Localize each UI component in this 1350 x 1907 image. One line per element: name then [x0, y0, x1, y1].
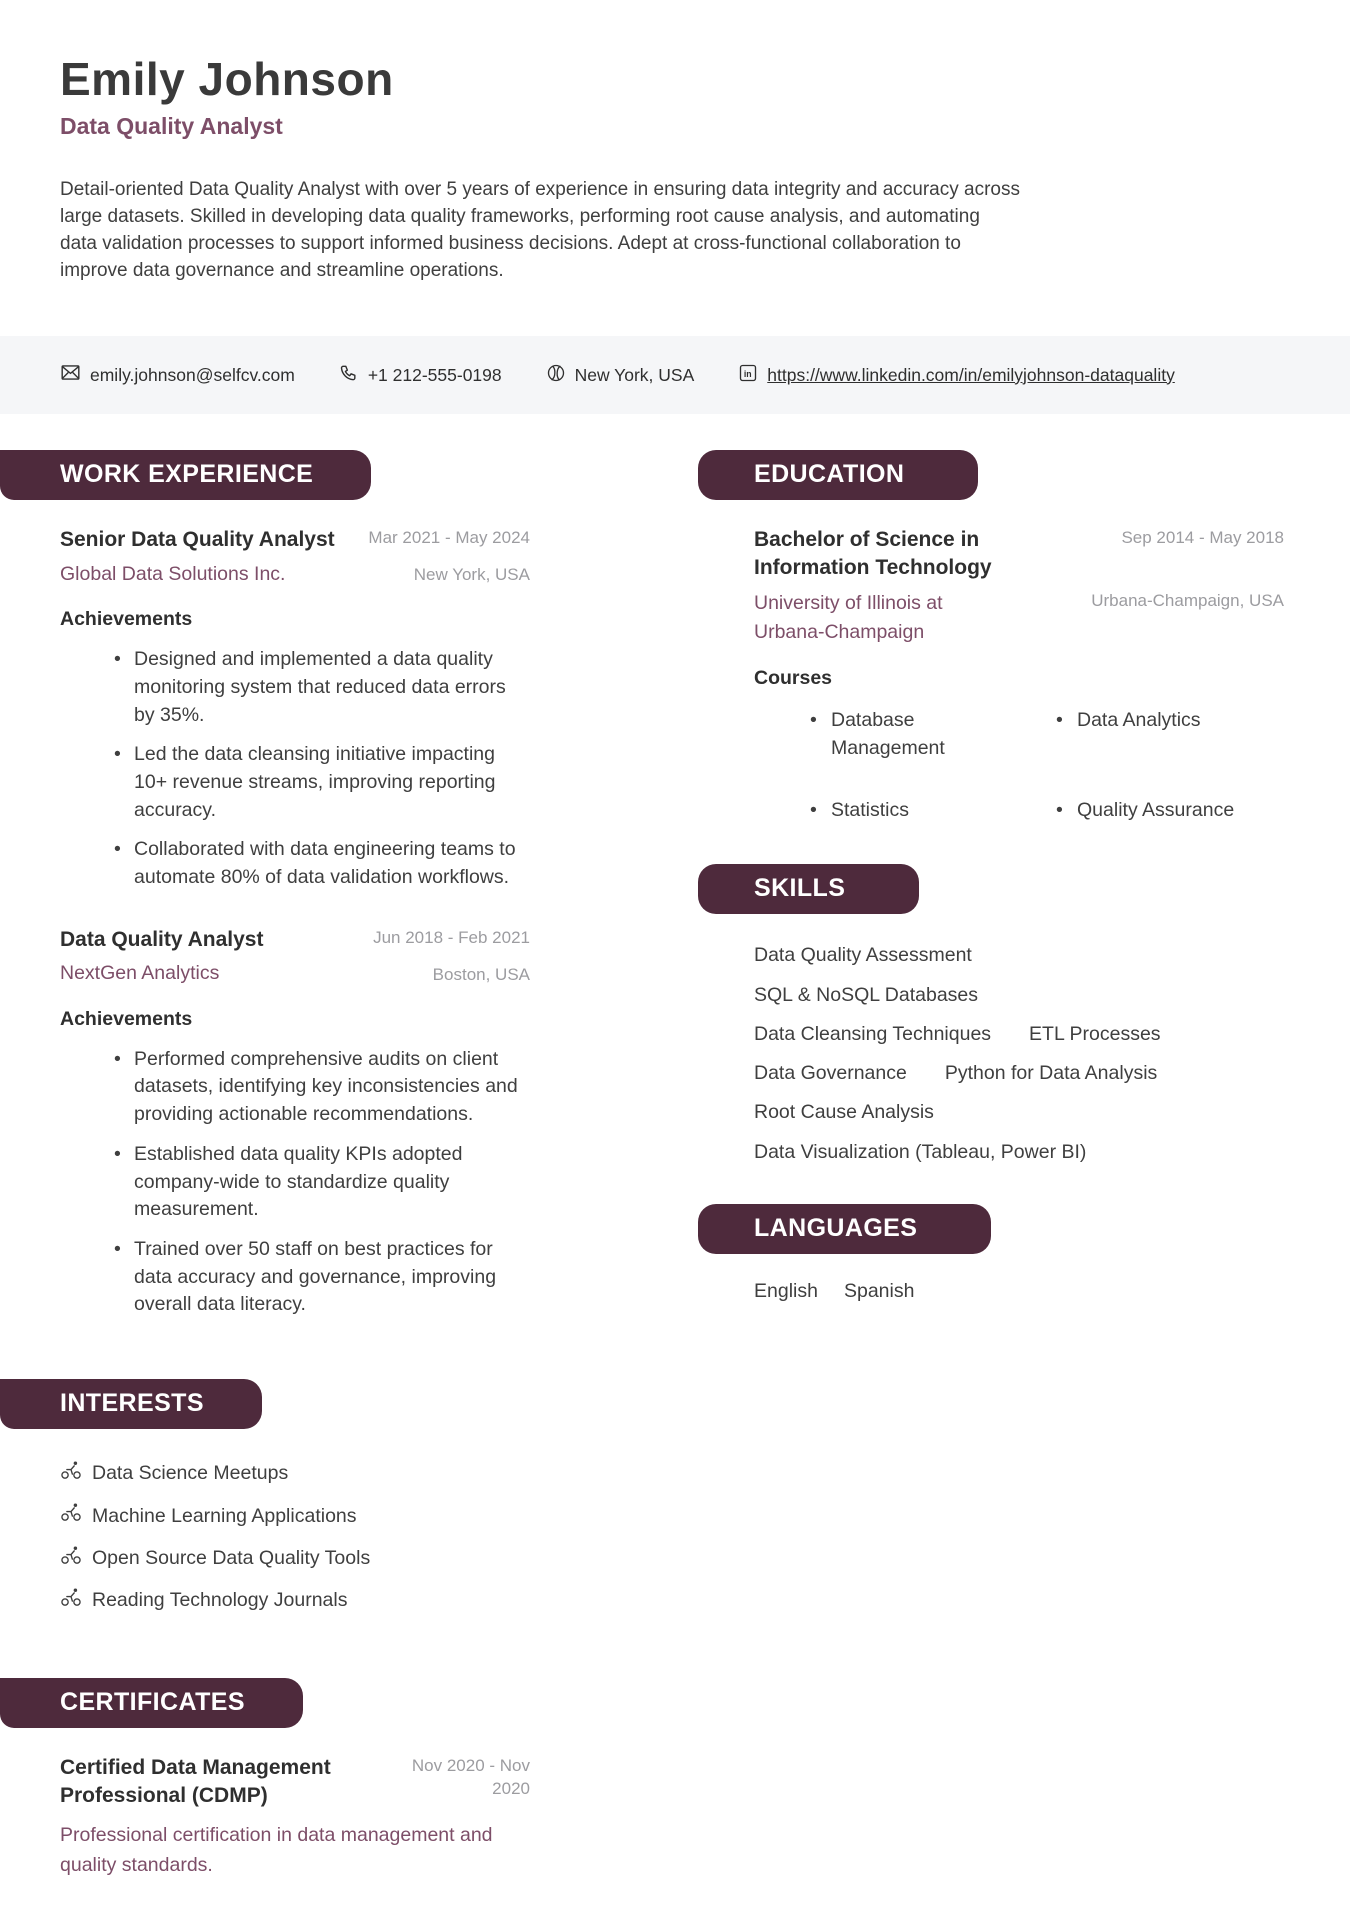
- skill-item: Data Quality Assessment: [754, 944, 972, 967]
- interest-item: [60, 1544, 530, 1574]
- cyclist-icon: [60, 1544, 82, 1574]
- section-languages: [698, 1204, 1284, 1303]
- job-role: Senior Data Quality Analyst: [60, 528, 335, 552]
- certificate-name: Certified Data Management Professional (CDMP): [60, 1756, 331, 1807]
- course-list: [754, 707, 1284, 824]
- skills-heading: SKILLS: [698, 864, 919, 914]
- interest-item: [60, 1459, 530, 1489]
- contact-location-text: New York, USA: [574, 364, 695, 385]
- interest-item: [60, 1501, 530, 1531]
- achievement-item: • Led the data cleansing initiative impacting 10+ revenue streams, improving reporting accuracy.: [60, 741, 530, 824]
- svg-text:in: in: [744, 368, 752, 379]
- skill-item: Python for Data Analysis: [944, 1062, 1158, 1085]
- certificate-dates: Nov 2020 - Nov 2020: [411, 1756, 530, 1799]
- achievements-label: Achievements: [60, 1007, 193, 1030]
- certificate-entry: [60, 1754, 530, 1880]
- education-dates: Sep 2014 - May 2018: [1121, 528, 1284, 548]
- job-company: Global Data Solutions Inc.: [60, 562, 286, 585]
- section-work-experience: [0, 450, 660, 1319]
- contact-email-text: emily.johnson@selfcv.com: [90, 364, 295, 385]
- achievements-label: Achievements: [60, 608, 193, 631]
- degree-name: Bachelor of Science in Information Technology: [754, 528, 992, 579]
- section-certificates: [0, 1678, 660, 1880]
- course-item: • Database Management: [754, 707, 994, 762]
- language-list: [698, 1280, 1284, 1303]
- section-education: [698, 450, 1284, 824]
- job-location: Boston, USA: [432, 964, 530, 984]
- achievement-item: • Designed and implemented a data quality monitoring system that reduced data errors by 35%.: [60, 646, 530, 729]
- interest-label: Reading Technology Journals: [92, 1589, 348, 1612]
- achievement-list: [60, 646, 530, 892]
- contact-phone-text: +1 212-555-0198: [367, 364, 502, 385]
- right-column: [698, 450, 1284, 1303]
- section-interests: [0, 1379, 660, 1616]
- achievement-item: • Trained over 50 staff on best practices for data accuracy and governance, improving overall data literacy.: [60, 1236, 530, 1319]
- cyclist-icon: [60, 1459, 82, 1489]
- certificates-heading: CERTIFICATES: [0, 1678, 303, 1728]
- skill-item: Root Cause Analysis: [754, 1101, 934, 1124]
- section-skills: [698, 864, 1284, 1166]
- contact-location: [546, 363, 695, 388]
- job-entry: [60, 926, 530, 1319]
- certificate-description: Professional certification in data management and quality standards.: [60, 1824, 493, 1876]
- job-location: New York, USA: [413, 565, 530, 585]
- education-heading: EDUCATION: [698, 450, 978, 500]
- school-name: University of Illinois at Urbana-Champaign: [754, 591, 943, 643]
- contact-bar: [0, 336, 1350, 414]
- contact-phone: [339, 363, 502, 388]
- job-company: NextGen Analytics: [60, 962, 220, 985]
- interest-label: Open Source Data Quality Tools: [92, 1547, 371, 1570]
- achievement-item: • Performed comprehensive audits on client datasets, identifying key inconsistencies and providing actionable recommendations.: [60, 1046, 530, 1129]
- languages-heading: LANGUAGES: [698, 1204, 991, 1254]
- cyclist-icon: [60, 1586, 82, 1616]
- profile-summary: Detail-oriented Data Quality Analyst with over 5 years of experience in ensuring data integrity and accuracy across large datasets. Skilled in developing data quality frameworks, performing root cause analysis, and automating data validation processes to support informed business decisions. Adept at cross-functional collaboration to improve data governance and streamline operations.: [60, 178, 1020, 282]
- contact-linkedin: [738, 363, 1175, 388]
- skill-item: SQL & NoSQL Databases: [754, 983, 979, 1006]
- interest-label: Machine Learning Applications: [92, 1504, 357, 1527]
- linkedin-icon: [738, 363, 758, 388]
- interest-label: Data Science Meetups: [92, 1462, 289, 1485]
- work-experience-heading: WORK EXPERIENCE: [0, 450, 371, 500]
- header: [0, 0, 1350, 284]
- interest-item: [60, 1586, 530, 1616]
- interests-heading: INTERESTS: [0, 1379, 262, 1429]
- person-job-title: Data Quality Analyst: [60, 112, 283, 139]
- skill-item: Data Cleansing Techniques: [754, 1022, 992, 1045]
- language-item: English: [754, 1280, 818, 1302]
- education-location: Urbana-Champaign, USA: [1091, 590, 1284, 610]
- skill-item: Data Governance: [754, 1062, 907, 1085]
- person-name: Emily Johnson: [60, 53, 394, 105]
- left-column: [0, 450, 660, 1880]
- contact-email: [60, 362, 295, 388]
- envelope-icon: [60, 362, 81, 388]
- linkedin-link[interactable]: https://www.linkedin.com/in/emilyjohnson-dataquality: [767, 364, 1175, 385]
- course-item: • Data Analytics: [1000, 707, 1240, 762]
- job-dates: Mar 2021 - May 2024: [368, 528, 530, 548]
- achievement-item: • Collaborated with data engineering teams to automate 80% of data validation workflows.: [60, 836, 530, 891]
- job-entry: [60, 526, 530, 892]
- job-dates: Jun 2018 - Feb 2021: [373, 927, 530, 947]
- job-role: Data Quality Analyst: [60, 927, 264, 951]
- cyclist-icon: [60, 1501, 82, 1531]
- globe-icon: [546, 363, 566, 388]
- course-item: • Statistics: [754, 797, 994, 825]
- achievement-list: [60, 1046, 530, 1319]
- skill-list: [698, 942, 1284, 1166]
- main-columns: [0, 450, 1350, 1880]
- language-item: Spanish: [843, 1280, 915, 1302]
- phone-icon: [339, 363, 359, 388]
- skill-item: Data Visualization (Tableau, Power BI): [754, 1140, 1087, 1163]
- achievement-item: • Established data quality KPIs adopted company-wide to standardize quality measurement.: [60, 1141, 530, 1224]
- skill-item: ETL Processes: [1029, 1022, 1161, 1045]
- education-entry: [754, 526, 1284, 824]
- course-item: • Quality Assurance: [1000, 797, 1240, 825]
- courses-label: Courses: [754, 667, 833, 690]
